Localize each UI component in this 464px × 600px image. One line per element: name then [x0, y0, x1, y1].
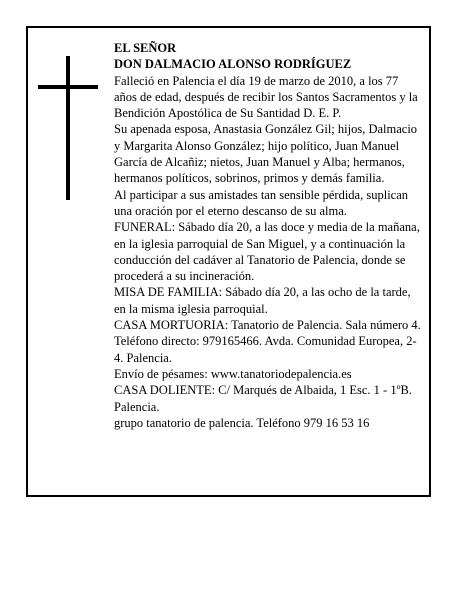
title-line-1: EL SEÑOR: [114, 41, 177, 55]
paragraph-family: Su apenada esposa, Anastasia González Gil; hijos, Dalmacio y Margarita Alonso González; hijo político, Juan Manuel García de Alcañiz; nietos, Juan Manuel y Alba; hermanos, hermanos políticos, sobrinos, primos y demás familia.: [114, 122, 418, 186]
paragraph-death: Falleció en Palencia el día 19 de marzo de 2010, a los 77 años de edad, después de recibir los Santos Sacramentos y la Bendición Apostólica de Su Santidad D. E. P.: [114, 73, 418, 121]
paragraph-mourning-house: CASA DOLIENTE: C/ Marqués de Albaida, 1 Esc. 1 - 1ºB. Palencia.: [114, 383, 412, 414]
paragraph-group-contact: grupo tanatorio de palencia. Teléfono 979 16 53 16: [114, 415, 370, 430]
obituary-notice: [26, 26, 431, 497]
paragraph-family-mass: MISA DE FAMILIA: Sábado día 20, a las ocho de la tarde, en la misma iglesia parroquial.: [114, 285, 411, 316]
paragraph-funeral-home: CASA MORTUORIA: Tanatorio de Palencia. Sala número 4. Teléfono directo: 979165466. Avda. Comunidad Europea, 2-4. Palencia.: [114, 318, 421, 365]
paragraph-condolences: Envío de pésames: www.tanatoriodepalencia.es: [114, 366, 352, 381]
notice-text: [114, 40, 424, 431]
paragraph-prayer: Al participar a sus amistades tan sensible pérdida, suplican una oración por el eterno descanso de su alma.: [114, 187, 409, 218]
cross-vertical-bar: [66, 56, 70, 200]
title-line-2: DON DALMACIO ALONSO RODRÍGUEZ: [114, 57, 352, 72]
cross-icon: [38, 56, 98, 200]
cross-horizontal-bar: [38, 85, 98, 89]
paragraph-funeral: FUNERAL: Sábado día 20, a las doce y media de la mañana, en la iglesia parroquial de San Miguel, y a continuación la conducción del cadáver al Tanatorio de Palencia, donde se procederá a su incineración.: [114, 220, 420, 284]
